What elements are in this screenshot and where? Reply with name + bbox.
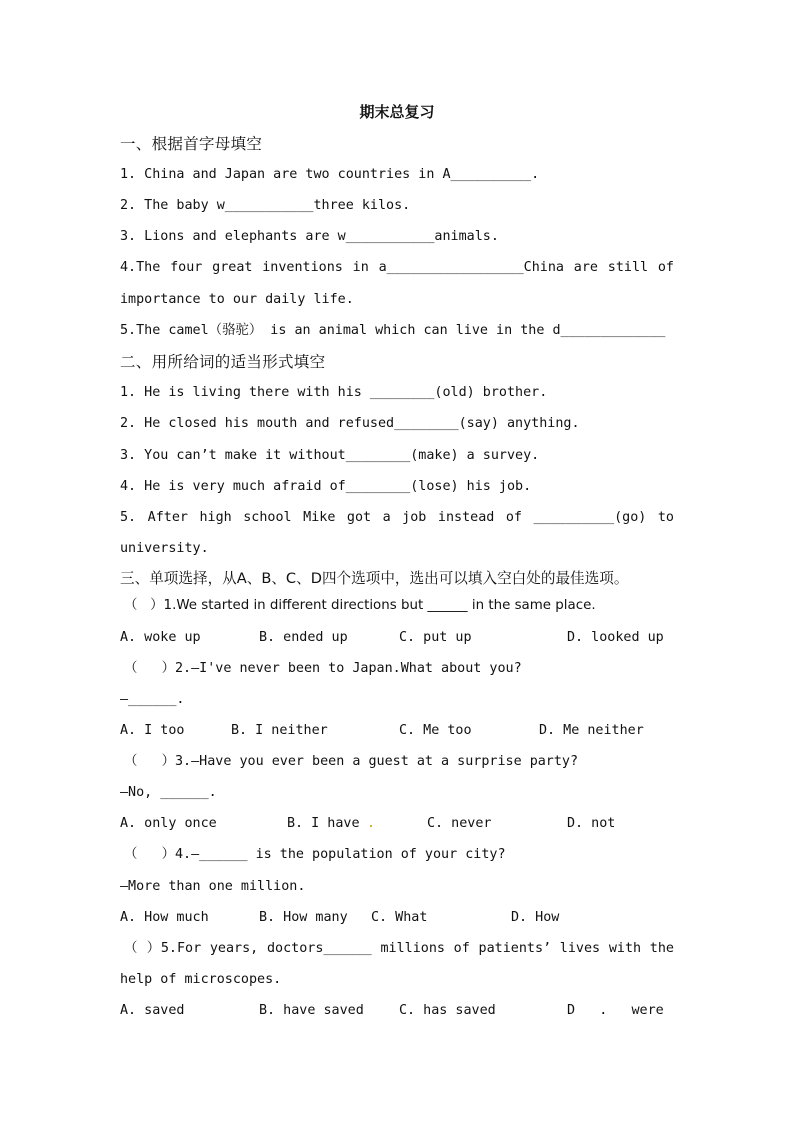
section3-heading: 三、单项选择，从A、B、C、D四个选项中，选出可以填入空白处的最佳选项。 [120, 570, 629, 587]
s1-item-2: 2. The baby w___________three kilos. [120, 198, 411, 213]
section2-heading: 二、用所给词的适当形式填空 [120, 353, 326, 371]
q1-option-d: D. looked up [567, 630, 664, 645]
q3-stem: （ ）3.—Have you ever been a guest at a surprise party? [124, 754, 579, 769]
q5-option-a: A. saved [120, 1003, 185, 1018]
s2-item-5: 5. After high school Mike got a job instead of __________(go) to [120, 510, 674, 525]
q2-response: —______. [120, 692, 185, 707]
q1-stem: （ ）1.We started in different directions but ______ in the same place. [124, 598, 596, 613]
q2-option-d: D. Me neither [539, 723, 644, 738]
q4-option-d: D. How [511, 910, 560, 925]
q2-option-c: C. Me too [399, 723, 472, 738]
q4-response: —More than one million. [120, 879, 306, 894]
q1-option-a: A. woke up [120, 630, 201, 645]
q4-option-c: C. What [371, 910, 428, 925]
s2-item-2: 2. He closed his mouth and refused________(say) anything. [120, 416, 580, 431]
q3-stray-mark: . [367, 816, 376, 831]
q5-stem-cont: help of microscopes. [120, 972, 282, 987]
q3-option-b: B. I have [287, 816, 360, 831]
q5-option-d: D . were [567, 1003, 664, 1018]
q2-option-b: B. I neither [231, 723, 328, 738]
q1-option-b: B. ended up [259, 630, 348, 645]
s2-item-1: 1. He is living there with his ________(old) brother. [120, 385, 548, 400]
q3-option-d: D. not [567, 816, 616, 831]
s2-item-4: 4. He is very much afraid of________(lose) his job. [120, 479, 532, 494]
q4-option-a: A. How much [120, 910, 209, 925]
q1-option-c: C. put up [399, 630, 472, 645]
q3-option-c: C. never [427, 816, 492, 831]
section1-heading: 一、根据首字母填空 [120, 135, 263, 153]
q4-stem: （ ）4.—______ is the population of your city? [124, 847, 506, 862]
q5-option-b: B. have saved [259, 1003, 364, 1018]
s1-item-1: 1. China and Japan are two countries in A__________. [120, 167, 540, 182]
q5-option-c: C. has saved [399, 1003, 496, 1018]
s1-item-4: 4.The four great inventions in a_________________China are still of [120, 260, 674, 275]
q5-stem: （ ）5.For years, doctors______ millions of patients’ lives with the [124, 941, 674, 956]
q3-option-a: A. only once [120, 816, 217, 831]
s2-item-5-cont: university. [120, 541, 209, 556]
q4-option-b: B. How many [259, 910, 348, 925]
s1-item-5: 5.The camel（骆驼） is an animal which can live in the d_____________ [120, 323, 666, 338]
s2-item-3: 3. You can’t make it without________(make) a survey. [120, 448, 540, 463]
s1-item-4-cont: importance to our daily life. [120, 292, 354, 307]
page-title: 期末总复习 [359, 103, 435, 121]
q3-response: —No, ______. [120, 785, 217, 800]
q2-option-a: A. I too [120, 723, 185, 738]
s1-item-3: 3. Lions and elephants are w___________animals. [120, 229, 499, 244]
q2-stem: （ ）2.—I've never been to Japan.What about you? [124, 661, 522, 676]
